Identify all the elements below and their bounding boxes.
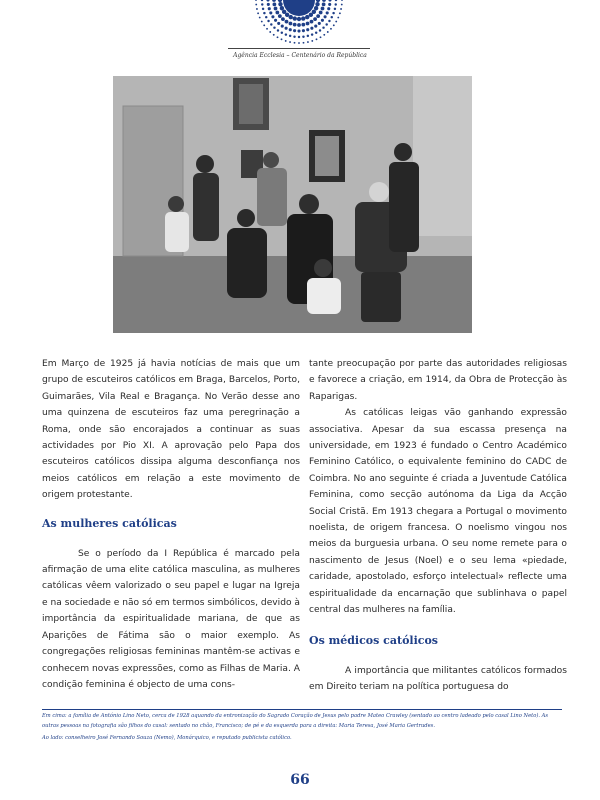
paragraph: Se o período da I República é marcado pela afirmação de uma elite católica masculina, as mulheres católicas vêem valorizado o seu papel e lugar na Igreja e na sociedade e não só em termos simbólicos, devido à importância da espiritualidade mariana, de que as Aparições de Fátima são o maior exemplo. As congregações religiosas femininas mantêm-se activas e conhecem novas expressões, como as Filhas de Maria. A condição feminina é objecto de uma cons- [42,548,301,690]
publication-title: Agência Ecclesia – Centenário da República [233,52,367,59]
section-heading-doctors: Os médicos católicos [309,633,438,647]
section-heading-women: As mulheres católicas [42,516,177,530]
header-divider [228,48,370,49]
photo-captions [42,712,562,744]
paragraph: tante preocupação por parte das autoridades religiosas e favorece a criação, em 1914, da Obra de Protecção às Raparigas. [309,359,567,402]
paragraph: Em Março de 1925 já havia notícias de mais que um grupo de escuteiros católicos em Braga, Barcelos, Porto, Guimarães, Vila Real e Bragança. No Verão desse ano uma quinzena de escuteiros faz uma peregrinação a Roma, onde são encorajados a continuar as suas actividades por Pio XI. A aprovação pelo Papa dos escuteiros católicos dissipa alguma desconfiança nos meios católicos em relação a este movimento de origem protestante. [42,359,300,501]
paragraph: As católicas leigas vão ganhando expressão associativa. Apesar da sua escassa presença na universidade, em 1923 é fundado o Centro Académico Feminino Católico, o equivalente feminino do CADC de Coimbra. No ano seguinte é criada a Juventude Católica Feminina, como secção autónoma da Liga da Acção Social Cristã. Em 1913 chegara a Portugal o movimento noelista, de origem francesa. O noelismo vingou nos meios da burguesia urbana. O seu nome remete para o nascimento de Jesus (Noel) e o seu lema «piedade, caridade, apostolado, esforço intelectual» reflecte uma espiritualidade da encarnação que sublinhava o papel central das mulheres na família. [309,408,567,616]
left-column [42,356,300,693]
right-column [309,356,567,695]
caption-divider [42,709,562,710]
caption-top: Em cima: a família de António Lino Neto, cerca de 1928 aquando da entronização do Sagrado Coração de Jesus pelo padre Mateo Crawley (sentado ao centro ladeado pelo casal Lino Neto). As outras pessoas na fotografia são filhos do casal: sentado no chão, Francisco; de pé e da esquerda para a direita: Maria Teresa, José Maria Gertrudes. [42,713,549,729]
paragraph: A importância que militantes católicos formados em Direito teriam na política portuguesa do [309,665,567,692]
caption-side: Ao lado: conselheiro José Fernando Souza (Nemo), Monárquico, e reputado publicista católico. [42,735,292,741]
page-number: 66 [290,772,310,788]
family-photograph [113,76,472,333]
dotted-sunburst-logo [247,0,351,46]
